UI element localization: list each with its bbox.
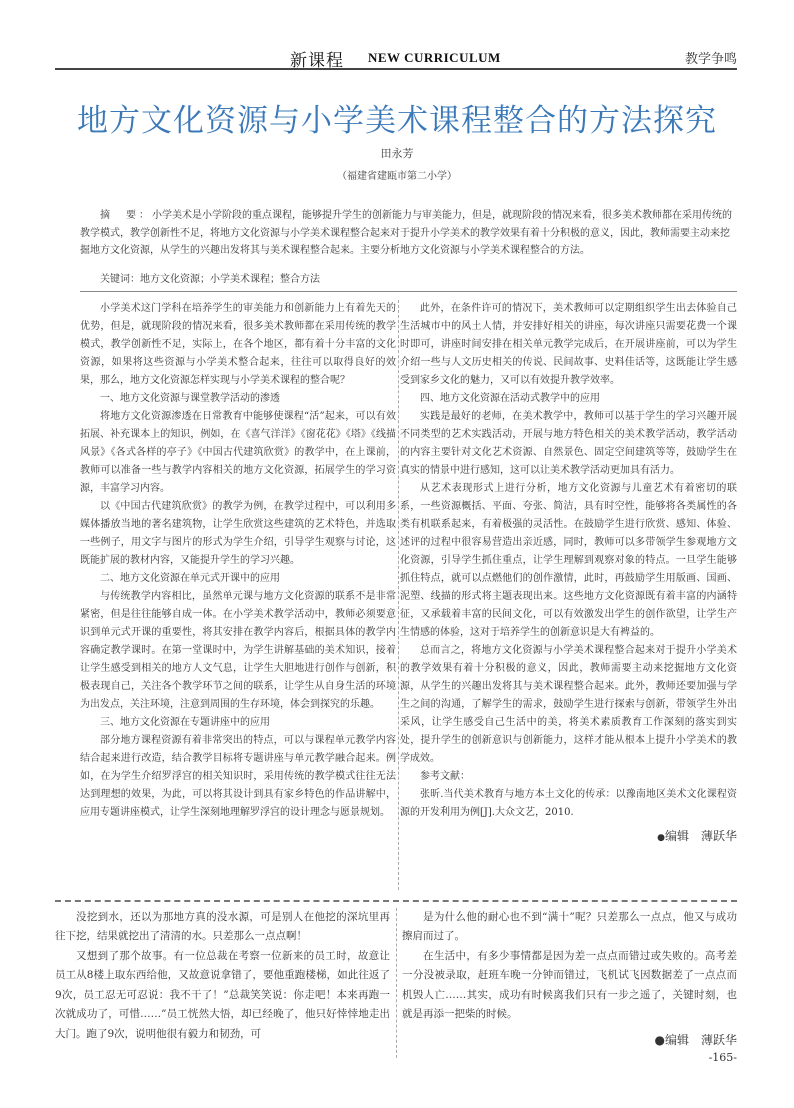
article-title: 地方文化资源与小学美术课程整合的方法探究 bbox=[77, 103, 717, 139]
story-editor-name: 编辑 薄跃华 bbox=[664, 1032, 737, 1047]
abstract-label: 摘 要： bbox=[100, 210, 152, 221]
header-rule bbox=[55, 68, 737, 70]
page-header bbox=[75, 44, 737, 71]
keywords-label: 关键词： bbox=[100, 274, 140, 285]
keywords-text: 地方文化资源；小学美术课程；整合方法 bbox=[140, 274, 320, 285]
section-heading: 三、地方文化资源在专题讲座中的应用 bbox=[100, 717, 270, 728]
article-affiliation: （福建省建瓯市第二小学） bbox=[337, 171, 457, 182]
story-editor-credit: ●编辑 薄跃华 bbox=[654, 1032, 737, 1047]
keywords bbox=[80, 270, 737, 285]
story-paragraph: 是为什么他的耐心也不到“满十”呢？只差那么一点点，他又与成功擦肩而过了。 bbox=[402, 911, 737, 943]
article-right-column bbox=[400, 300, 737, 848]
story-column-divider bbox=[396, 908, 397, 1058]
editor-name: 编辑 薄跃华 bbox=[664, 829, 737, 843]
story-paragraph: 又想到了那个故事。有一位总裁在考察一位新来的员工时，故意让员工从8楼上取东西给他，又故意说拿错了，要他重跑楼梯，如此往返了9次，员工忍无可忍说：我不干了！”总裁笑笑说：你走吧！本来再跑一次就成功了，可惜……”员工恍然大悟，却已经晚了，他只好悻悻地走出大门。跑了9次，说明他很有毅力和韧劲，可 bbox=[55, 949, 390, 1040]
body-paragraph: 将地方文化资源渗透在日常教育中能够使课程“活”起来，可以有效拓展、补充课本上的知识，例如，在《喜气洋洋》《窗花花》《塔》《线描风景》《各式各样的亭子》《中国古代建筑欣赏》的教学中，在上课前，教师可以准备一些与教学内容相关的地方文化资源，拓展学生的学习资源，丰富学习内容。 bbox=[80, 411, 396, 494]
body-paragraph: 总而言之，将地方文化资源与小学美术课程整合起来对于提升小学美术的教学效果有着十分积极的意义，因此，教师需要主动来挖掘地方文化资源，从学生的兴趣出发将其与美术课程整合起来。此外，教师还要加强与学生之间的沟通，了解学生的需求，鼓励学生进行探索与创新，带领学生外出采风，让学生感受自己生活中的美，将美术素质教育工作深刻的落实到实处，提升学生的创新意识与创新能力，这样才能从根本上提升小学美术的教学成效。 bbox=[400, 645, 737, 764]
abstract bbox=[80, 207, 737, 260]
journal-name-en: NEW CURRICULUM bbox=[368, 50, 501, 65]
story-right-column bbox=[402, 908, 737, 1051]
abstract-text: 小学美术是小学阶段的重点课程，能够提升学生的创新能力与审美能力，但是，就现阶段的情况来看，很多美术教师都在采用传统的教学模式，教学创新性不足，将地方文化资源与小学美术课程整合起来对于提升小学美术的教学效果有着十分积极的意义，因此，教师需要主动来挖掘地方文化资源，从学生的兴趣出发将其与美术课程整合起来。主要分析地方文化资源与小学美术课程整合的方法。 bbox=[80, 210, 732, 256]
abstract-rule bbox=[80, 291, 737, 292]
story-paragraph: 没挖到水，还以为那地方真的没水源，可是别人在他挖的深坑里再往下挖，结果就挖出了清清的水。只差那么一点点啊！ bbox=[55, 911, 390, 943]
body-paragraph: 实践是最好的老师，在美术教学中，教师可以基于学生的学习兴趣开展不同类型的艺术实践活动，开展与地方特色相关的美术教学活动，教学活动的内容主要针对文化艺术资源、自然景色、固定空间建筑等等，鼓励学生在真实的情景中进行感知，这可以让美术教学活动更加具有活力。 bbox=[400, 411, 737, 476]
body-paragraph: 以《中国古代建筑欣赏》的教学为例，在教学过程中，可以利用多媒体播放当地的著名建筑物，让学生欣赏这些建筑的艺术特色，并选取一些例子，用文字与图片的形式为学生介绍，引导学生观察与讨论，这既能扩展的教材内容，又能提升学生的学习兴趣。 bbox=[80, 501, 396, 566]
body-paragraph: 此外，在条件许可的情况下，美术教师可以定期组织学生出去体验自己生活城市中的风土人情，并安排好相关的讲座，每次讲座只需要花费一个课时即可，讲座时间安排在相关单元教学完成后，在开展讲座前，可以为学生介绍一些与人文历史相关的传说、民间故事、史料佳话等，这既能让学生感受到家乡文化的魅力，又可以有效提升教学效率。 bbox=[400, 303, 737, 386]
article-left-column bbox=[80, 300, 396, 822]
section-heading: 一、地方文化资源与课堂教学活动的渗透 bbox=[100, 393, 280, 404]
body-paragraph: 部分地方课程资源有着非常突出的特点，可以与课程单元教学内容结合起来进行改造，结合教学目标将专题讲座与单元教学融合起来。例如，在为学生介绍罗浮宫的相关知识时，采用传统的教学模式往往无法达到理想的效果，为此，可以将其设计到具有家乡特色的作品讲解中，应用专题讲座模式，让学生深刻地理解罗浮宫的设计理念与愿景规划。 bbox=[80, 735, 396, 818]
section-divider bbox=[55, 900, 737, 902]
article-editor-credit: ●编辑 薄跃华 bbox=[657, 829, 737, 843]
story-paragraph: 在生活中，有多少事情都是因为差一点点而错过或失败的。高考差一分没被录取，赶班车晚一分钟而错过，飞机试飞因数据差了一点点而机毁人亡……其实，成功有时候离我们只有一步之遥了，关键时刻，也就是再添一把柴的时候。 bbox=[402, 949, 737, 1021]
journal-name-cn: 新课程 bbox=[290, 51, 344, 71]
page-number: -165- bbox=[708, 1051, 737, 1064]
column-divider bbox=[398, 300, 399, 890]
article-author: 田永芳 bbox=[380, 147, 414, 160]
section-heading: 二、地方文化资源在单元式开课中的应用 bbox=[100, 573, 280, 584]
story-left-column bbox=[55, 908, 390, 1044]
section-heading: 四、地方文化资源在活动式教学中的应用 bbox=[420, 393, 600, 404]
body-paragraph: 小学美术这门学科在培养学生的审美能力和创新能力上有着先天的优势，但是，就现阶段的情况来看，很多美术教师都在采用传统的教学模式，教学创新性不足，实际上，在各个地区，都有着十分丰富的文化资源，如果将这些资源与小学美术整合起来，往往可以取得良好的效果，那么，地方文化资源怎样实现与小学美术课程的整合呢？ bbox=[80, 303, 396, 386]
body-paragraph: 与传统教学内容相比，虽然单元课与地方文化资源的联系不是非常紧密，但是往往能够自成一体。在小学美术教学活动中，教师必须要意识到单元式开课的重要性，将其安排在教学内容后，根据具体的教学内容确定教学课时。在第一堂课时中，为学生讲解基础的美术知识，接着让学生感受到相关的地方人文气息，让学生大胆地进行创作与创新，积极表现自己，关注各个教学环节之间的联系，让学生从自身生活的环境为出发点，关注环境，注意到周围的生存环境，体会到探究的乐趣。 bbox=[80, 591, 396, 710]
section-tag: 教学争鸣 bbox=[684, 52, 737, 67]
body-paragraph: 从艺术表现形式上进行分析，地方文化资源与儿童艺术有着密切的联系，一些资源概括、平面、夸张、简洁，具有时空性，能够将各类属性的各类有机联系起来，有着极强的灵活性。在鼓励学生进行欣赏、感知、体验、述评的过程中很容易营造出亲近感，同时，教师可以多带领学生参观地方文化资源，引导学生抓住重点，让学生理解到观察对象的特点。一旦学生能够抓住特点，就可以点燃他们的创作激情，此时，再鼓励学生用版画、国画、泥塑、线描的形式将主题表现出来。这些地方文化资源既有着丰富的内涵特征，又承载着丰富的民间文化，可以有效激发出学生的创作欲望，让学生产生情感的体验，这对于培养学生的创新意识是大有裨益的。 bbox=[400, 483, 737, 638]
reference-text: 张昕.当代美术教育与地方本土文化的传承：以豫南地区美术文化课程资源的开发利用为例[J].大众文艺，2010. bbox=[400, 789, 737, 818]
reference-text: 参考文献： bbox=[420, 771, 470, 782]
